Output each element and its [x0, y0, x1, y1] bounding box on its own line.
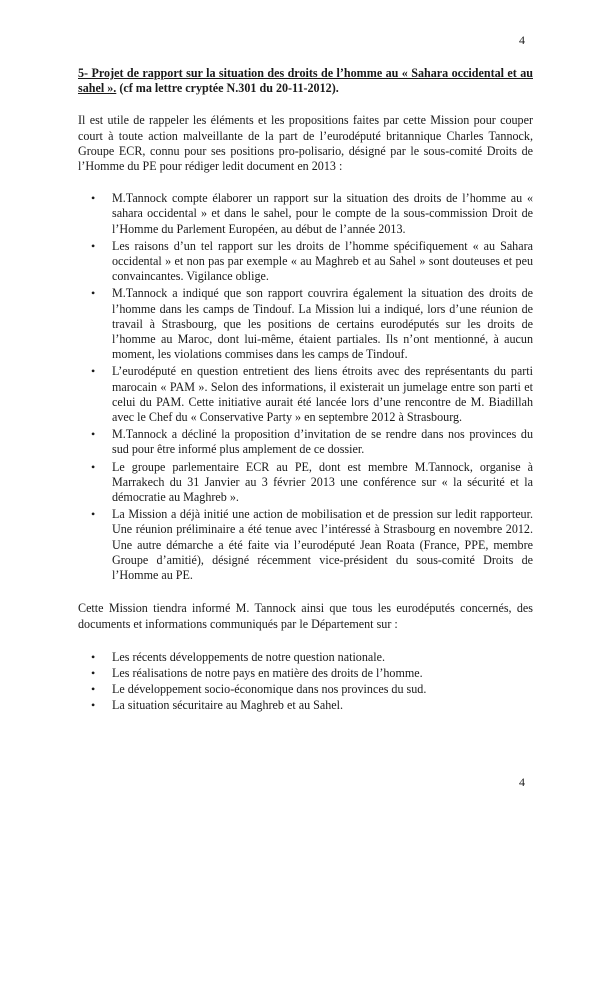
list-item-text: L’eurodéputé en question entretient des liens étroits avec des représentants du parti marocain « PAM ». Selon des informations, il existerait un jumelage entre son parti et celui du PAM. Cette initiative aurait été lancée lors d’une rencontre de M. Biadillah avec le Chef du « Conservative Party » en septembre 2012 à Strasbourg.	[112, 364, 533, 425]
list-item-text: Le développement socio-économique dans nos provinces du sud.	[112, 682, 427, 697]
bullet-list-topics	[78, 650, 533, 714]
bullet-icon: •	[91, 427, 96, 442]
list-item-text: Le groupe parlementaire ECR au PE, dont est membre M.Tannock, organise à Marrakech du 31 Janvier au 3 février 2013 une conférence sur « la sécurité et la démocratie au Maghreb ».	[112, 459, 533, 505]
list-item-text: M.Tannock a indiqué que son rapport couvrira également la situation des droits de l’homme dans les camps de Tindouf. La Mission lui a indiqué, lors d’une réunion de travail à Strasbourg, que les positions de certains eurodéputés sur les droits de l’homme au Maroc, dont lui-même, étaient partiales. Ils n’ont mentionné, à aucun moment, les violations commises dans les camps de Tindouf.	[112, 286, 533, 362]
list-item-text: La Mission a déjà initié une action de mobilisation et de pression sur ledit rapporteur. Une réunion préliminaire a été tenue avec l’intéressé à Strasbourg en novembre 2012. Une autre démarche a été faite via l’eurodéputé Jean Roata (France, PPE, membre Groupe d’amitié), désigné récemment vice-président du sous-comité Droits de l’Homme au PE.	[112, 507, 533, 583]
list-item-text: M.Tannock compte élaborer un rapport sur la situation des droits de l’homme au « sahara occidental » et dans le sahel, pour le compte de la sous-commission Droit de l’Homme du Parlement Européen, au début de l’année 2013.	[112, 191, 533, 236]
outro-paragraph: Cette Mission tiendra informé M. Tannock ainsi que tous les eurodéputés concernés, des documents et informations communiqués par le Département sur :	[78, 601, 533, 631]
page-number-top: 4	[519, 33, 525, 47]
section-heading	[78, 66, 533, 96]
list-item	[78, 682, 533, 697]
list-item	[78, 364, 533, 425]
bullet-icon: •	[91, 682, 96, 697]
bullet-icon: •	[91, 665, 96, 680]
bullet-icon: •	[91, 238, 96, 253]
bullet-icon: •	[91, 191, 96, 206]
bullet-icon: •	[91, 698, 96, 713]
list-item	[78, 191, 533, 237]
bullet-icon: •	[91, 286, 96, 301]
page-number-bottom: 4	[519, 775, 525, 789]
bullet-icon: •	[91, 649, 96, 664]
list-item	[78, 286, 533, 362]
list-item	[78, 239, 533, 285]
bullet-icon: •	[91, 507, 96, 522]
list-item-text: La situation sécuritaire au Maghreb et au Sahel.	[112, 698, 344, 713]
list-item	[78, 507, 533, 583]
document-body	[78, 66, 533, 715]
list-item	[78, 427, 533, 457]
list-item	[78, 698, 533, 713]
section-heading-title: 5- Projet de rapport sur la situation des droits de l’homme au « Sahara occidental et au sahel ».	[78, 66, 533, 96]
section-heading-reference: (cf ma lettre cryptée N.301 du 20-11-2012).	[116, 81, 339, 96]
list-item-text: Les raisons d’un tel rapport sur les droits de l’homme spécifiquement « au Sahara occidental » et non pas par exemple « au Maghreb et au Sahel » sont douteuses et peu convaincantes. Vigilance oblige.	[112, 238, 533, 284]
intro-paragraph: Il est utile de rappeler les éléments et les propositions faites par cette Mission pour couper court à toute action malveillante de la part de l’eurodéputé britannique Charles Tannock, Groupe ECR, connu pour ses positions pro-polisario, désigné par le sous-comité Droits de l’Homme du PE pour rédiger ledit document en 2013 :	[78, 113, 533, 174]
list-item	[78, 666, 533, 681]
list-item-text: M.Tannock a décliné la proposition d’invitation de se rendre dans nos provinces du sud pour être informé plus amplement de ce dossier.	[112, 427, 533, 457]
list-item	[78, 650, 533, 665]
list-item-text: Les récents développements de notre question nationale.	[112, 649, 386, 664]
bullet-icon: •	[91, 364, 96, 379]
bullet-list-main	[78, 191, 533, 583]
list-item-text: Les réalisations de notre pays en matière des droits de l’homme.	[112, 665, 423, 680]
bullet-icon: •	[91, 459, 96, 474]
list-item	[78, 460, 533, 506]
